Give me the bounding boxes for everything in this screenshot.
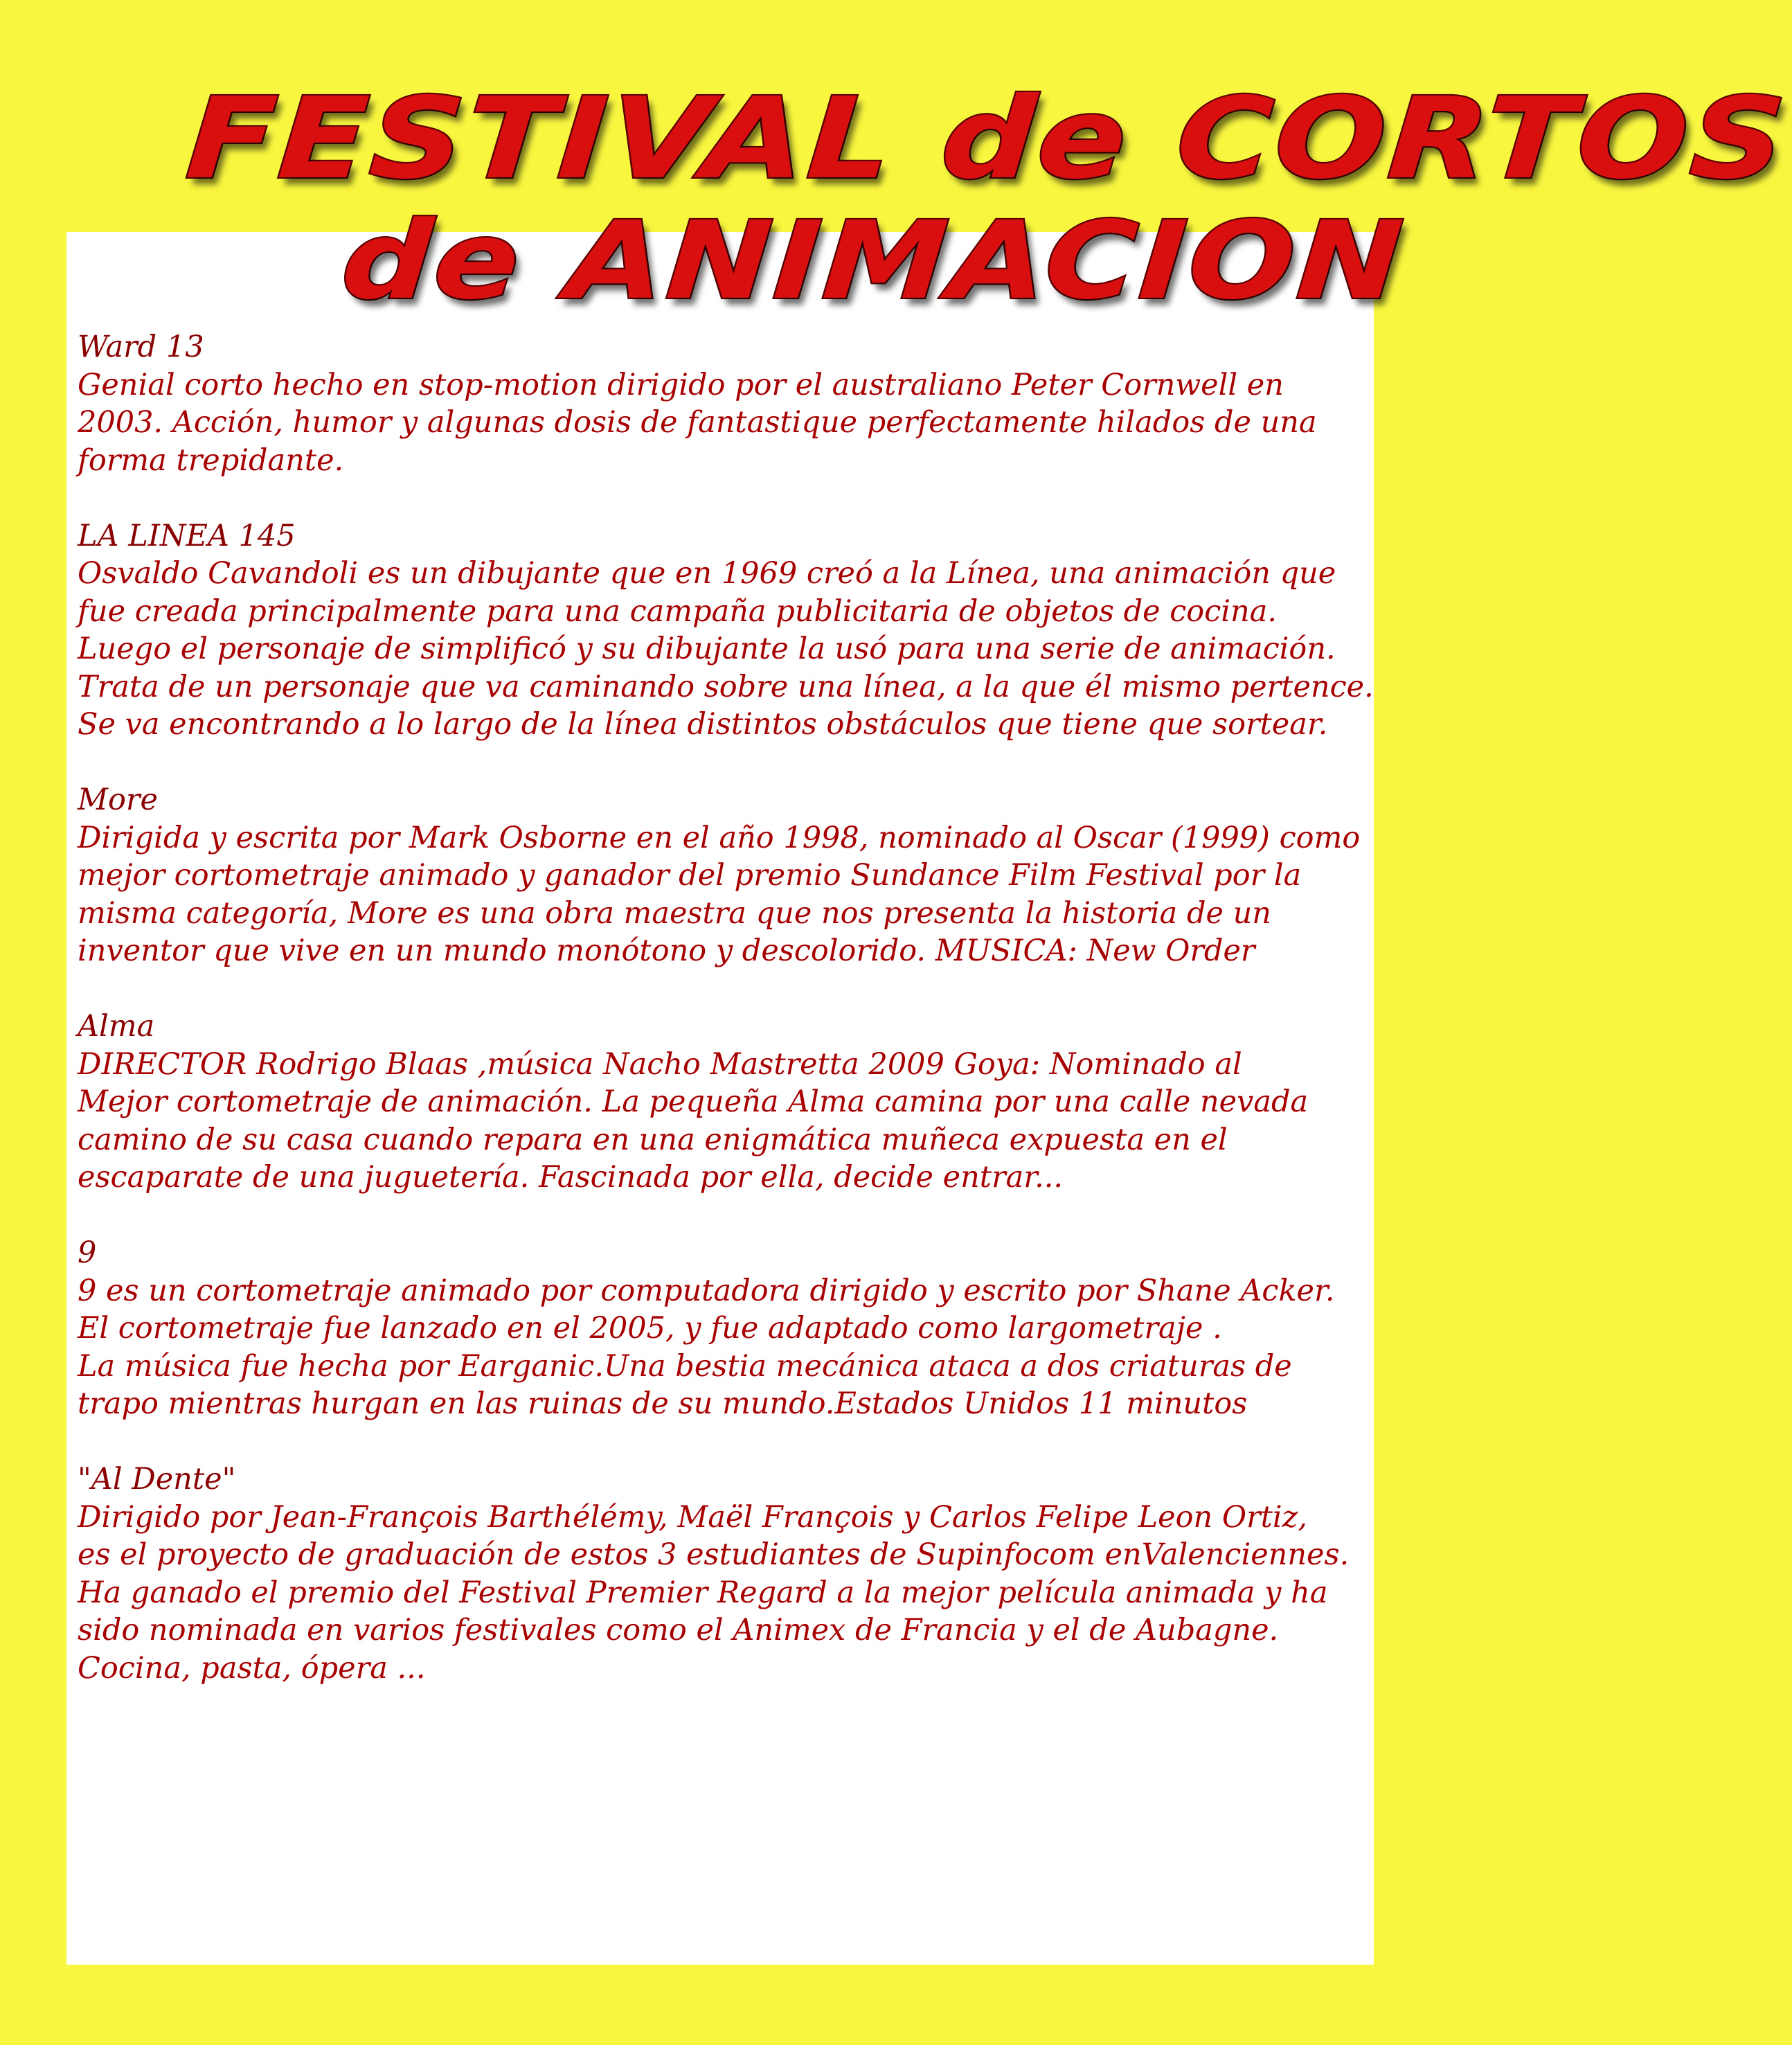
film-description-line: 2003. Acción, humor y algunas dosis de fantastique perfectamente hilados de una: [78, 405, 1317, 440]
film-description-line: escaparate de una juguetería. Fascinada por ella, decide entrar...: [78, 1160, 1064, 1195]
film-description-line: Mejor cortometraje de animación. La pequeña Alma camina por una calle nevada: [78, 1084, 1309, 1119]
film-description-line: El cortometraje fue lanzado en el 2005, y fue adaptado como largometraje .: [78, 1311, 1222, 1346]
film-description-line: Trata de un personaje que va caminando sobre una línea, a la que él mismo pertence.: [78, 669, 1374, 704]
film-title: Ward 13: [78, 330, 204, 364]
film-list: [78, 328, 1393, 1725]
film-description-line: DIRECTOR Rodrigo Blaas ,música Nacho Mastretta 2009 Goya: Nominado al: [78, 1046, 1242, 1082]
film-title: LA LINEA 145: [78, 518, 296, 553]
film-entry-alma: [78, 1008, 1393, 1197]
title-line-1: FESTIVAL de CORTOS: [182, 73, 1792, 204]
film-description-line: Luego el personaje de simplificó y su dibujante la usó para una serie de animación.: [78, 632, 1336, 666]
film-title: 9: [78, 1235, 97, 1270]
film-entry-ward-13: [78, 328, 1393, 479]
film-description-line: sido nominada en varios festivales como el Animex de Francia y el de Aubagne.: [78, 1613, 1279, 1647]
film-description-line: Dirigido por Jean-François Barthélémy, Maël François y Carlos Felipe Leon Ortiz,: [78, 1499, 1307, 1535]
film-description-line: Genial corto hecho en stop-motion dirigido por el australiano Peter Cornwell en: [78, 367, 1284, 402]
film-description-line: Osvaldo Cavandoli es un dibujante que en 1969 creó a la Línea, una animación que: [78, 556, 1336, 591]
film-entry-al-dente: [78, 1461, 1393, 1687]
film-description-line: trapo mientras hurgan en las ruinas de su mundo.Estados Unidos 11 minutos: [78, 1386, 1248, 1421]
film-entry-9: [78, 1234, 1393, 1423]
film-description-line: La música fue hecha por Earganic.Una bestia mecánica ataca a dos criaturas de: [78, 1348, 1292, 1384]
film-description-line: misma categoría, More es una obra maestra que nos presenta la historia de un: [78, 895, 1271, 931]
film-entry-la-linea: [78, 517, 1393, 744]
title-line-2: de ANIMACION: [338, 199, 1410, 323]
film-description-line: Dirigida y escrita por Mark Osborne en el año 1998, nominado al Oscar (1999) como: [78, 820, 1361, 855]
film-description-line: fue creada principalmente para una campaña publicitaria de objetos de cocina.: [78, 593, 1278, 629]
film-description-line: inventor que vive en un mundo monótono y descolorido. MUSICA: New Order: [78, 934, 1255, 968]
film-description-line: mejor cortometraje animado y ganador del premio Sundance Film Festival por la: [78, 858, 1302, 893]
film-description-line: Se va encontrando a lo largo de la línea distintos obstáculos que tiene que sortear.: [78, 707, 1328, 742]
film-title: "Al Dente": [78, 1462, 236, 1497]
film-description-line: 9 es un cortometraje animado por computadora dirigido y escrito por Shane Acker.: [78, 1273, 1335, 1308]
film-description-line: es el proyecto de graduación de estos 3 estudiantes de Supinfocom enValenciennes.: [78, 1537, 1350, 1572]
film-description-line: Cocina, pasta, ópera ...: [78, 1650, 426, 1686]
film-title: More: [78, 783, 158, 817]
film-title: Alma: [78, 1009, 155, 1044]
film-entry-more: [78, 781, 1393, 970]
film-description-line: camino de su casa cuando repara en una enigmática muñeca expuesta en el: [78, 1122, 1228, 1157]
film-description-line: forma trepidante.: [78, 443, 344, 478]
film-description-line: Ha ganado el premio del Festival Premier Regard a la mejor película animada y ha: [78, 1575, 1328, 1610]
